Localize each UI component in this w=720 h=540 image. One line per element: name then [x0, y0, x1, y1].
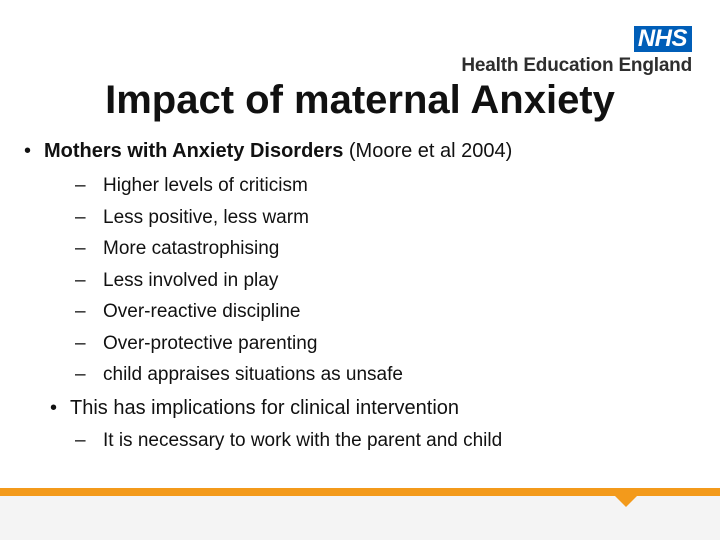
sub-item-text: More catastrophising: [103, 238, 280, 259]
nhs-logo-mark: NHS: [634, 26, 692, 52]
sub-item: [75, 430, 503, 452]
organization-name: Health Education England: [461, 55, 692, 76]
footer-notch-icon: [614, 495, 638, 507]
sub-item-text: It is necessary to work with the parent and child: [103, 430, 503, 451]
dash-icon: –: [75, 238, 86, 259]
dash-icon: –: [75, 270, 86, 291]
bullet-dot-icon: •: [50, 397, 58, 419]
dash-icon: –: [75, 364, 86, 385]
sub-item-text: child appraises situations as unsafe: [103, 364, 403, 385]
nhs-logo: [461, 26, 692, 77]
dash-icon: –: [75, 430, 86, 451]
sub-item-text: Less positive, less warm: [103, 207, 309, 228]
dash-icon: –: [75, 207, 86, 228]
bullet-item: [50, 397, 460, 420]
bullet-bold-text: Mothers with Anxiety Disorders: [44, 140, 344, 162]
slide-title: Impact of maternal Anxiety: [105, 78, 615, 122]
sub-item: [75, 175, 308, 197]
dash-icon: –: [75, 333, 86, 354]
sub-item-text: Over-protective parenting: [103, 333, 318, 354]
sub-item: [75, 301, 301, 323]
bullet-text: This has implications for clinical intervention: [70, 397, 460, 419]
dash-icon: –: [75, 301, 86, 322]
footer-background: [0, 496, 720, 540]
bullet-dot-icon: •: [24, 140, 32, 162]
bullet-item: [24, 140, 513, 163]
sub-item: [75, 333, 318, 355]
sub-item-text: Less involved in play: [103, 270, 279, 291]
dash-icon: –: [75, 175, 86, 196]
bullet-text: (Moore et al 2004): [343, 140, 513, 162]
sub-item: [75, 364, 403, 386]
sub-item-text: Higher levels of criticism: [103, 175, 308, 196]
sub-item-text: Over-reactive discipline: [103, 301, 301, 322]
footer-accent-bar: [0, 488, 720, 496]
sub-item: [75, 238, 280, 260]
sub-item: [75, 270, 279, 292]
sub-item: [75, 207, 309, 229]
